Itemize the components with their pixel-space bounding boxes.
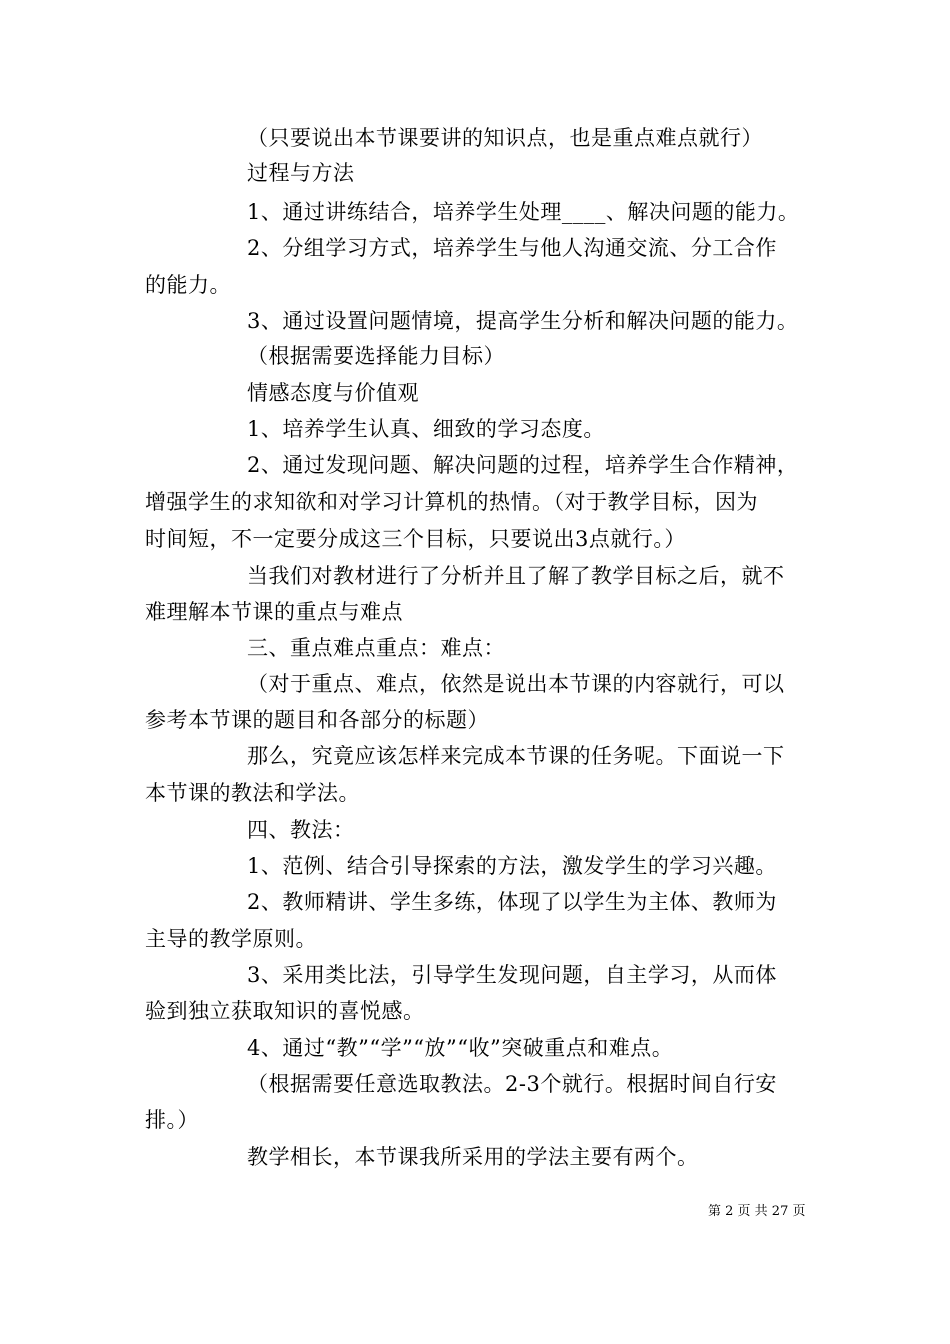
text-line: 1、培养学生认真、细致的学习态度。 <box>247 417 605 441</box>
text-line: 本节课的教法和学法。 <box>145 781 360 805</box>
text-line: 四、教法： <box>247 818 355 842</box>
text-line: 那么，究竟应该怎样来完成本节课的任务呢。下面说一下 <box>247 744 785 768</box>
text-line: 的能力。 <box>145 273 231 297</box>
text-line: 验到独立获取知识的喜悦感。 <box>145 999 425 1023</box>
text-line: 1、范例、结合引导探索的方法，激发学生的学习兴趣。 <box>247 854 777 878</box>
text-line: 三、重点难点重点：难点： <box>247 636 505 660</box>
text-line: 3、通过设置问题情境，提高学生分析和解决问题的能力。 <box>247 309 799 333</box>
text-line: 2、通过发现问题、解决问题的过程，培养学生合作精神， <box>247 453 799 477</box>
text-line: 情感态度与价值观 <box>247 381 419 405</box>
text-line: 2、教师精讲、学生多练，体现了以学生为主体、教师为 <box>247 890 777 914</box>
page-number: 第 2 页 共 27 页 <box>708 1204 806 1219</box>
text-line: （对于重点、难点，依然是说出本节课的内容就行，可以 <box>247 672 785 696</box>
text-line: （根据需要选择能力目标） <box>247 344 505 368</box>
text-line: 1、通过讲练结合，培养学生处理____、解决问题的能力。 <box>247 200 800 224</box>
text-line: （只要说出本节课要讲的知识点，也是重点难点就行） <box>247 126 763 150</box>
text-line: 排。） <box>145 1108 199 1132</box>
text-line: 3、采用类比法，引导学生发现问题，自主学习，从而体 <box>247 963 777 987</box>
text-line: （根据需要任意选取教法。2-3个就行。根据时间自行安 <box>247 1072 777 1096</box>
text-line: 教学相长，本节课我所采用的学法主要有两个。 <box>247 1145 699 1169</box>
text-line: 4、通过“教”“学”“放”“收”突破重点和难点。 <box>247 1036 674 1060</box>
text-line: 难理解本节课的重点与难点 <box>145 600 403 624</box>
text-line: 参考本节课的题目和各部分的标题） <box>145 708 489 732</box>
text-line: 当我们对教材进行了分析并且了解了教学目标之后，就不 <box>247 564 785 588</box>
text-line: 增强学生的求知欲和对学习计算机的热情。（对于教学目标，因为 <box>145 490 758 514</box>
text-line: 主导的教学原则。 <box>145 927 317 951</box>
text-line: 过程与方法 <box>247 161 355 185</box>
text-line: 时间短，不一定要分成这三个目标，只要说出3点就行。） <box>145 527 686 551</box>
text-line: 2、分组学习方式，培养学生与他人沟通交流、分工合作 <box>247 236 777 260</box>
